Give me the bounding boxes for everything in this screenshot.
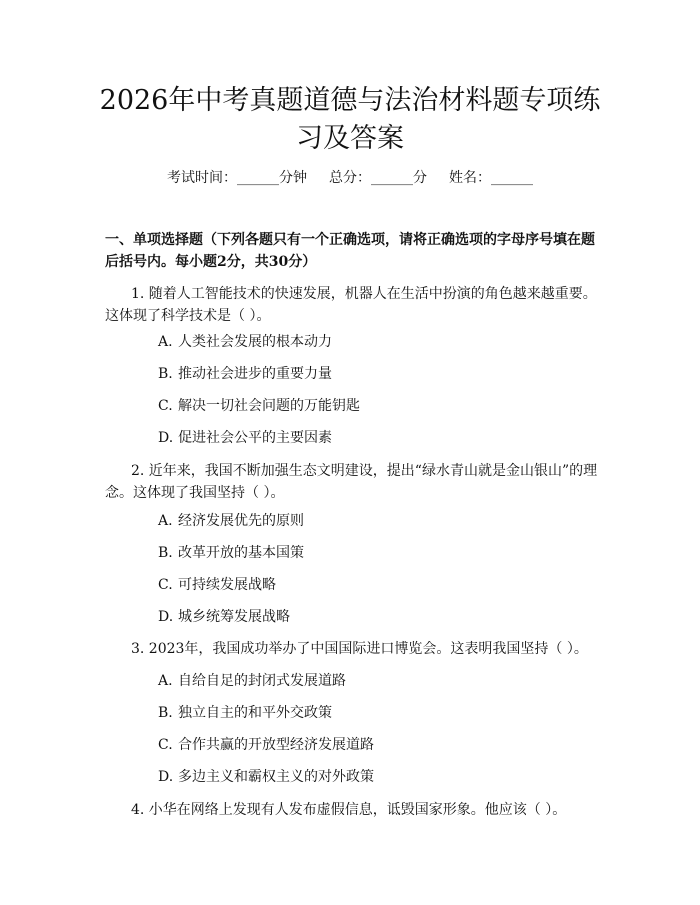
question-1-stem: 1. 随着人工智能技术的快速发展，机器人在生活中扮演的角色越来越重要。这体现了科学技术是（ ）。 — [105, 286, 597, 324]
option-text: 自给自足的封闭式发展道路 — [178, 673, 346, 689]
option-letter: C. — [158, 577, 173, 593]
option-letter: B. — [158, 366, 173, 382]
option-letter: D. — [158, 769, 174, 785]
question-3-option-b — [158, 703, 332, 723]
question-3-option-a — [158, 671, 346, 691]
question-3-option-d — [158, 767, 374, 787]
document-title: 2026年中考真题道德与法治材料题专项练习及答案 — [99, 85, 601, 154]
option-letter: A. — [158, 513, 173, 529]
question-2-option-c — [158, 575, 276, 595]
exam-name: 姓名：______ — [449, 170, 533, 186]
option-text: 解决一切社会问题的万能钥匙 — [178, 398, 360, 414]
question-1-option-b — [158, 364, 332, 384]
option-letter: A. — [158, 673, 173, 689]
option-letter: D. — [158, 430, 174, 446]
option-text: 人类社会发展的根本动力 — [178, 334, 332, 350]
question-3-stem: 3. 2023年，我国成功举办了中国国际进口博览会。这表明我国坚持（ ）。 — [131, 641, 588, 657]
option-text: 城乡统筹发展战略 — [178, 609, 290, 625]
option-text: 独立自主的和平外交政策 — [178, 705, 332, 721]
option-text: 合作共赢的开放型经济发展道路 — [178, 737, 374, 753]
option-text: 经济发展优先的原则 — [178, 513, 304, 529]
option-letter: B. — [158, 545, 173, 561]
option-text: 可持续发展战略 — [178, 577, 276, 593]
question-4-stem: 4. 小华在网络上发现有人发布虚假信息，诋毁国家形象。他应该（ ）。 — [131, 802, 567, 818]
option-letter: C. — [158, 398, 173, 414]
question-1-option-a — [158, 332, 332, 352]
exam-meta — [0, 168, 700, 188]
question-2-option-b — [158, 543, 304, 563]
question-2-option-a — [158, 511, 304, 531]
exam-score: 总分：______分 — [329, 170, 427, 186]
question-1-option-d — [158, 428, 332, 448]
exam-time: 考试时间：______分钟 — [167, 170, 307, 186]
question-3-option-c — [158, 735, 374, 755]
option-letter: A. — [158, 334, 173, 350]
question-2-option-d — [158, 607, 290, 627]
option-text: 促进社会公平的主要因素 — [178, 430, 332, 446]
option-letter: B. — [158, 705, 173, 721]
option-letter: D. — [158, 609, 174, 625]
question-1-option-c — [158, 396, 360, 416]
option-text: 改革开放的基本国策 — [178, 545, 304, 561]
section-heading: 一、单项选择题（下列各题只有一个正确选项，请将正确选项的字母序号填在题后括号内。每小题2分，共30分） — [105, 232, 595, 270]
question-2-stem: 2. 近年来，我国不断加强生态文明建设，提出“绿水青山就是金山银山”的理念。这体现了我国坚持（ ）。 — [105, 463, 598, 501]
option-letter: C. — [158, 737, 173, 753]
option-text: 多边主义和霸权主义的对外政策 — [178, 769, 374, 785]
option-text: 推动社会进步的重要力量 — [178, 366, 332, 382]
